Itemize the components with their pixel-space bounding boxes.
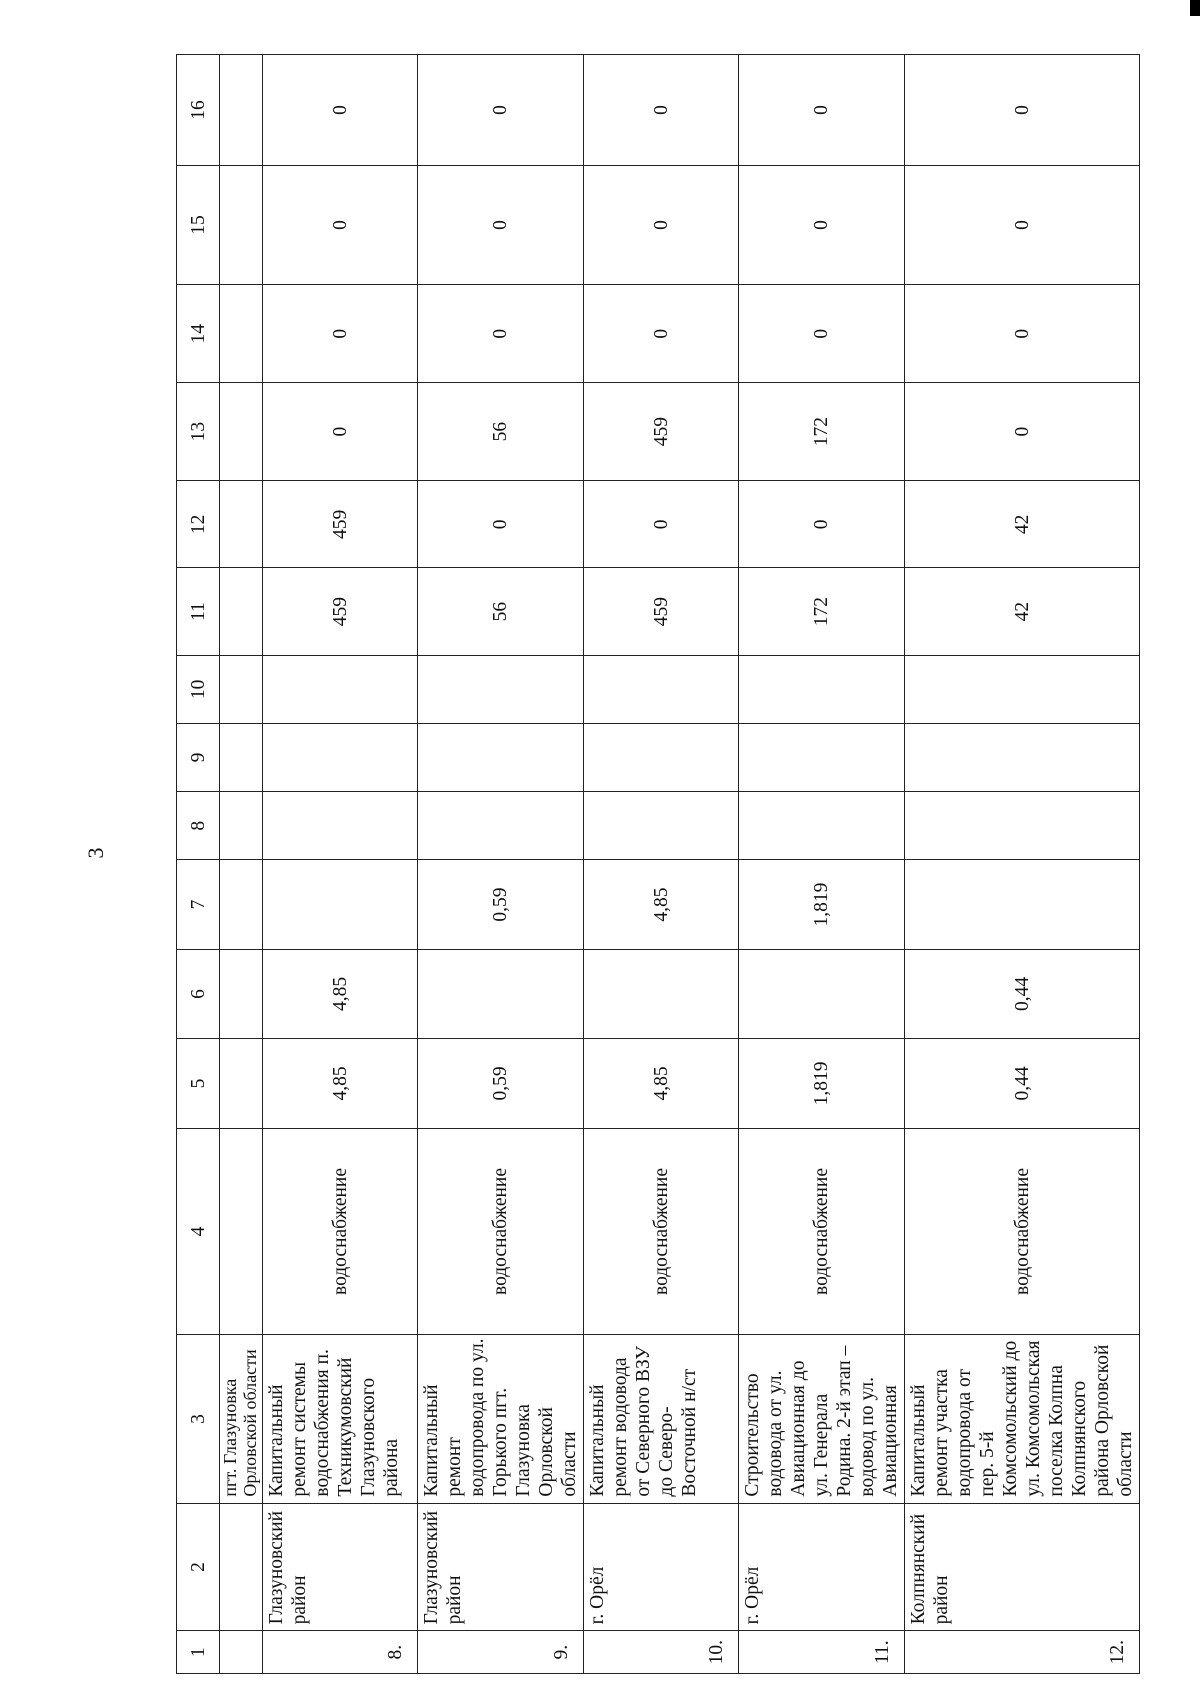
table-row (584, 55, 739, 1674)
district-cell: г. Орёл (739, 1503, 905, 1631)
value-cell-c8 (905, 792, 1140, 860)
value-cell-c14: 0 (263, 285, 418, 383)
cont-cell (220, 860, 263, 949)
type-cell: водоснабжение (418, 1128, 584, 1335)
cont-cell (220, 165, 263, 284)
value-cell-c12: 459 (263, 481, 418, 568)
cont-cell (220, 55, 263, 166)
district-cell: Колпнянский район (905, 1503, 1140, 1631)
value-cell-c7: 4,85 (584, 860, 739, 949)
value-cell-c13: 0 (905, 383, 1140, 481)
table-row (418, 55, 584, 1674)
value-cell-c14: 0 (905, 285, 1140, 383)
project-name-cell: Строительство водовода от ул. Авиационная до ул. Генерала Родина. 2-й этап – водовод по ул. Авиационная (739, 1335, 905, 1503)
row-number: 12. (905, 1631, 1140, 1674)
value-cell-c9 (584, 723, 739, 791)
value-cell-c12: 42 (905, 481, 1140, 568)
column-number-6: 6 (177, 949, 220, 1038)
value-cell-c15: 0 (418, 165, 584, 284)
project-name-cell: Капитальный ремонт водопровода по ул. Горького пгт. Глазуновка Орловской области (418, 1335, 584, 1503)
value-cell-c6 (418, 949, 584, 1038)
column-number-2: 2 (177, 1503, 220, 1631)
value-cell-c5: 1,819 (739, 1039, 905, 1128)
corner-mark (1190, 0, 1200, 16)
rotated-table-container (176, 54, 1136, 1674)
value-cell-c11: 172 (739, 568, 905, 655)
value-cell-c8 (418, 792, 584, 860)
cont-cell (220, 1128, 263, 1335)
column-number-row (177, 55, 220, 1674)
value-cell-c5: 4,85 (263, 1039, 418, 1128)
value-cell-c6 (584, 949, 739, 1038)
cont-cell (220, 949, 263, 1038)
continuation-row (220, 55, 263, 1674)
value-cell-c16: 0 (263, 55, 418, 166)
table-row (905, 55, 1140, 1674)
column-number-8: 8 (177, 792, 220, 860)
value-cell-c11: 459 (584, 568, 739, 655)
value-cell-c12: 0 (584, 481, 739, 568)
value-cell-c7: 0,59 (418, 860, 584, 949)
value-cell-c15: 0 (739, 165, 905, 284)
value-cell-c15: 0 (263, 165, 418, 284)
value-cell-c10 (584, 655, 739, 723)
value-cell-c10 (905, 655, 1140, 723)
cont-cell (220, 655, 263, 723)
value-cell-c10 (739, 655, 905, 723)
value-cell-c16: 0 (584, 55, 739, 166)
value-cell-c13: 459 (584, 383, 739, 481)
type-cell: водоснабжение (584, 1128, 739, 1335)
value-cell-c13: 0 (263, 383, 418, 481)
table-row (263, 55, 418, 1674)
column-number-3: 3 (177, 1335, 220, 1503)
cont-cell (220, 1039, 263, 1128)
project-name-cell: Капитальный ремонт системы водоснабжения п. Техникумовский Глазуновского района (263, 1335, 418, 1503)
project-name-cell: Капитальный ремонт водовода от Северного ВЗУ до Северо-Восточной н/ст (584, 1335, 739, 1503)
value-cell-c16: 0 (418, 55, 584, 166)
value-cell-c10 (263, 655, 418, 723)
value-cell-c9 (739, 723, 905, 791)
cont-cell (220, 481, 263, 568)
type-cell: водоснабжение (263, 1128, 418, 1335)
value-cell-c12: 0 (739, 481, 905, 568)
cont-cell (220, 568, 263, 655)
value-cell-c9 (418, 723, 584, 791)
value-cell-c11: 459 (263, 568, 418, 655)
cont-cell (220, 383, 263, 481)
value-cell-c16: 0 (905, 55, 1140, 166)
column-number-5: 5 (177, 1039, 220, 1128)
value-cell-c12: 0 (418, 481, 584, 568)
type-cell: водоснабжение (905, 1128, 1140, 1335)
value-cell-c6: 0,44 (905, 949, 1140, 1038)
value-cell-c8 (739, 792, 905, 860)
value-cell-c7 (263, 860, 418, 949)
column-number-1: 1 (177, 1631, 220, 1674)
value-cell-c5: 4,85 (584, 1039, 739, 1128)
column-number-14: 14 (177, 285, 220, 383)
value-cell-c13: 56 (418, 383, 584, 481)
value-cell-c13: 172 (739, 383, 905, 481)
row-number: 9. (418, 1631, 584, 1674)
value-cell-c6: 4,85 (263, 949, 418, 1038)
value-cell-c9 (263, 723, 418, 791)
cont-name-cell: пгт. Глазуновка Орловской области (220, 1335, 263, 1503)
column-number-9: 9 (177, 723, 220, 791)
value-cell-c11: 42 (905, 568, 1140, 655)
value-cell-c7: 1,819 (739, 860, 905, 949)
value-cell-c14: 0 (584, 285, 739, 383)
row-number: 10. (584, 1631, 739, 1674)
value-cell-c8 (263, 792, 418, 860)
column-number-10: 10 (177, 655, 220, 723)
district-cell: Глазуновский район (263, 1503, 418, 1631)
district-cell: Глазуновский район (418, 1503, 584, 1631)
data-table (176, 54, 1140, 1674)
value-cell-c6 (739, 949, 905, 1038)
cont-cell (220, 792, 263, 860)
column-number-11: 11 (177, 568, 220, 655)
value-cell-c10 (418, 655, 584, 723)
type-cell: водоснабжение (739, 1128, 905, 1335)
column-number-16: 16 (177, 55, 220, 166)
row-number: 8. (263, 1631, 418, 1674)
value-cell-c5: 0,44 (905, 1039, 1140, 1128)
value-cell-c14: 0 (418, 285, 584, 383)
column-number-15: 15 (177, 165, 220, 284)
table-row (739, 55, 905, 1674)
cont-cell (220, 1503, 263, 1631)
value-cell-c8 (584, 792, 739, 860)
cont-cell (220, 1631, 263, 1674)
value-cell-c16: 0 (739, 55, 905, 166)
value-cell-c14: 0 (739, 285, 905, 383)
column-number-7: 7 (177, 860, 220, 949)
value-cell-c7 (905, 860, 1140, 949)
cont-cell (220, 723, 263, 791)
page-number: 3 (83, 847, 108, 859)
column-number-13: 13 (177, 383, 220, 481)
value-cell-c5: 0,59 (418, 1039, 584, 1128)
cont-cell (220, 285, 263, 383)
value-cell-c15: 0 (584, 165, 739, 284)
district-cell: г. Орёл (584, 1503, 739, 1631)
value-cell-c11: 56 (418, 568, 584, 655)
row-number: 11. (739, 1631, 905, 1674)
column-number-12: 12 (177, 481, 220, 568)
project-name-cell: Капитальный ремонт участка водопровода от пер. 5-й Комсомольский до ул. Комсомольская поселка Колпна Колпнянского района Орловской области (905, 1335, 1140, 1503)
value-cell-c9 (905, 723, 1140, 791)
column-number-4: 4 (177, 1128, 220, 1335)
value-cell-c15: 0 (905, 165, 1140, 284)
